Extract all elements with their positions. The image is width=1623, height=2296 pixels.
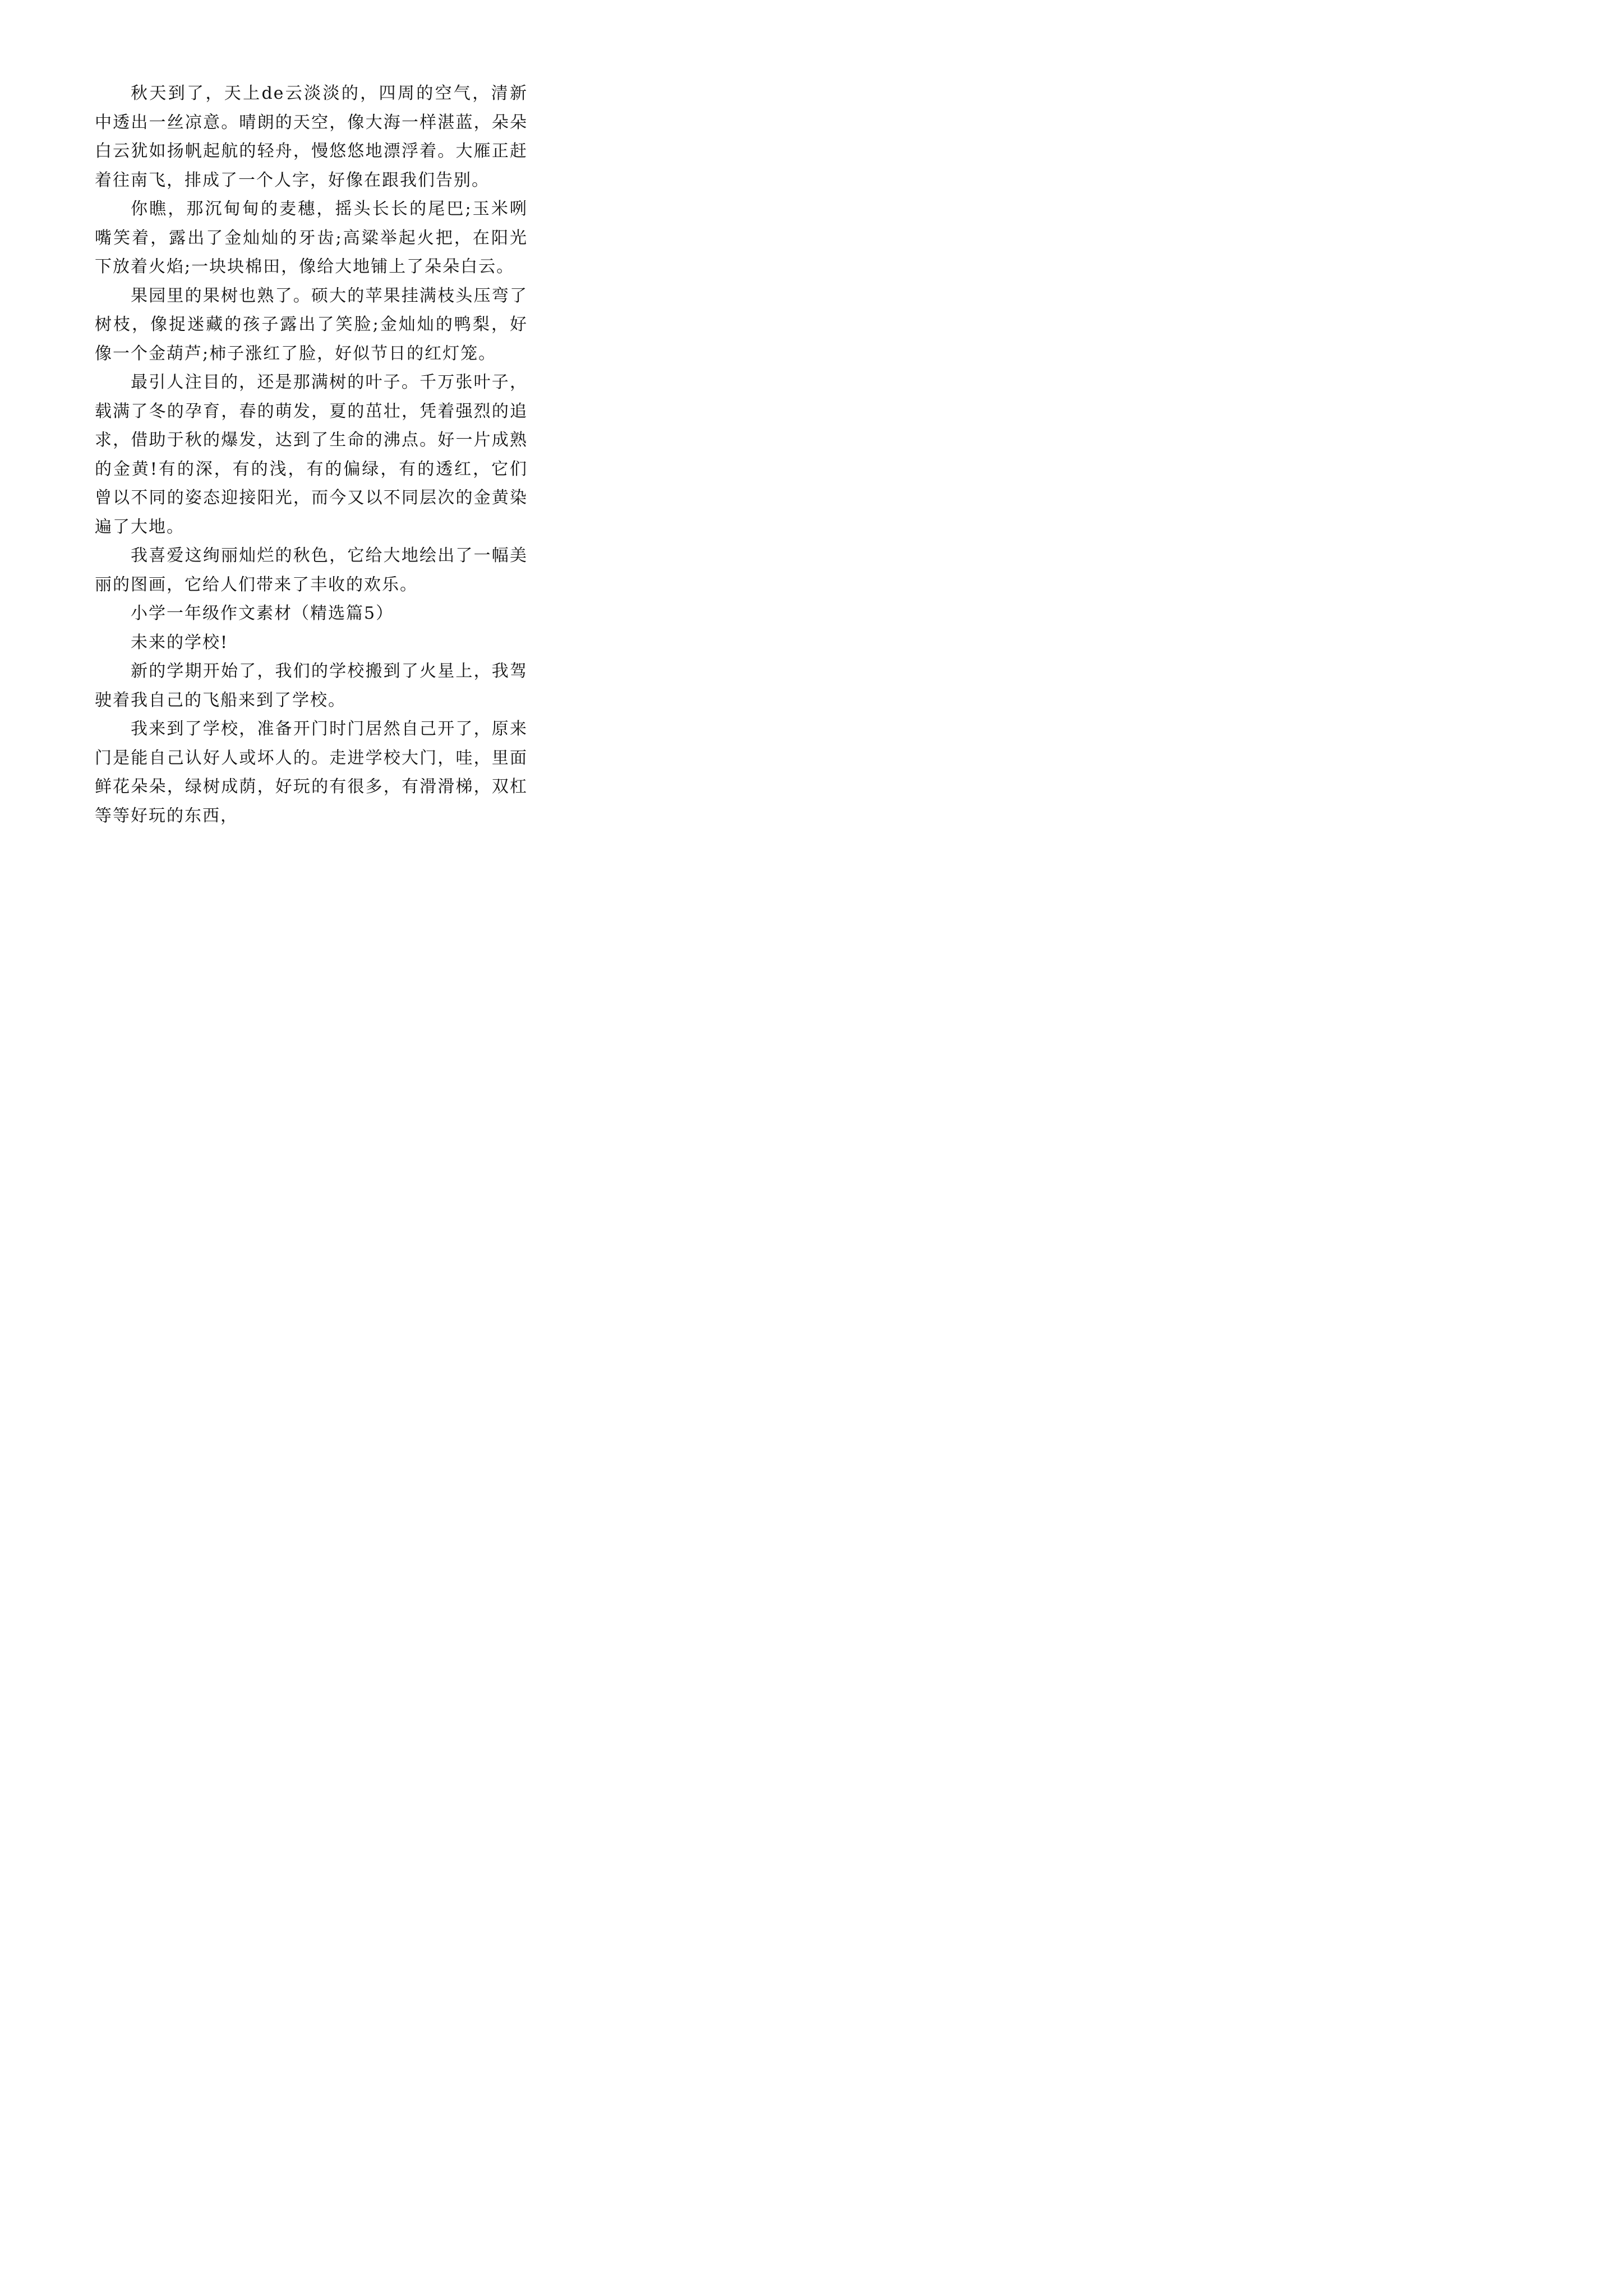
paragraph-new-term: 新的学期开始了，我们的学校搬到了火星上，我驾驶着我自己的飞船来到了学校。: [95, 661, 528, 710]
paragraph-autumn-sky: 秋天到了，天上de云淡淡的，四周的空气，清新中透出一丝凉意。晴朗的天空，像大海一样湛蓝，朵朵白云犹如扬帆起航的轻舟，慢悠悠地漂浮着。大雁正赶着往南飞，排成了一个人字，好像在跟我们告别。: [95, 84, 528, 190]
document-page: [0, 0, 617, 873]
paragraph-orchard: 果园里的果树也熟了。硕大的苹果挂满枝头压弯了树枝，像捉迷藏的孩子露出了笑脸;金灿灿的鸭梨，好像一个金葫芦;柿子涨红了脸，好似节日的红灯笼。: [95, 286, 528, 364]
paragraph-conclusion: 我喜爱这绚丽灿烂的秋色，它给大地绘出了一幅美丽的图画，它给人们带来了丰收的欢乐。: [95, 546, 528, 595]
paragraph-leaves: 最引人注目的，还是那满树的叶子。千万张叶子，载满了冬的孕育，春的萌发，夏的茁壮，凭着强烈的追求，借助于秋的爆发，达到了生命的沸点。好一片成熟的金黄!有的深，有的浅，有的偏绿，有的透红，它们曾以不同的姿态迎接阳光，而今又以不同层次的金黄染遍了大地。: [95, 372, 528, 537]
section-heading: 小学一年级作文素材（精选篇5）: [131, 604, 394, 623]
document-body: [95, 79, 528, 830]
paragraph-school-gate: 我来到了学校，准备开门时门居然自己开了，原来门是能自己认好人或坏人的。走进学校大门，哇，里面鲜花朵朵，绿树成荫，好玩的有很多，有滑滑梯，双杠等等好玩的东西，: [95, 719, 528, 826]
paragraph-autumn-fields: 你瞧，那沉甸甸的麦穗，摇头长长的尾巴;玉米咧嘴笑着，露出了金灿灿的牙齿;高粱举起火把，在阳光下放着火焰;一块块棉田，像给大地铺上了朵朵白云。: [95, 199, 528, 277]
essay-title: 未来的学校!: [131, 632, 229, 652]
